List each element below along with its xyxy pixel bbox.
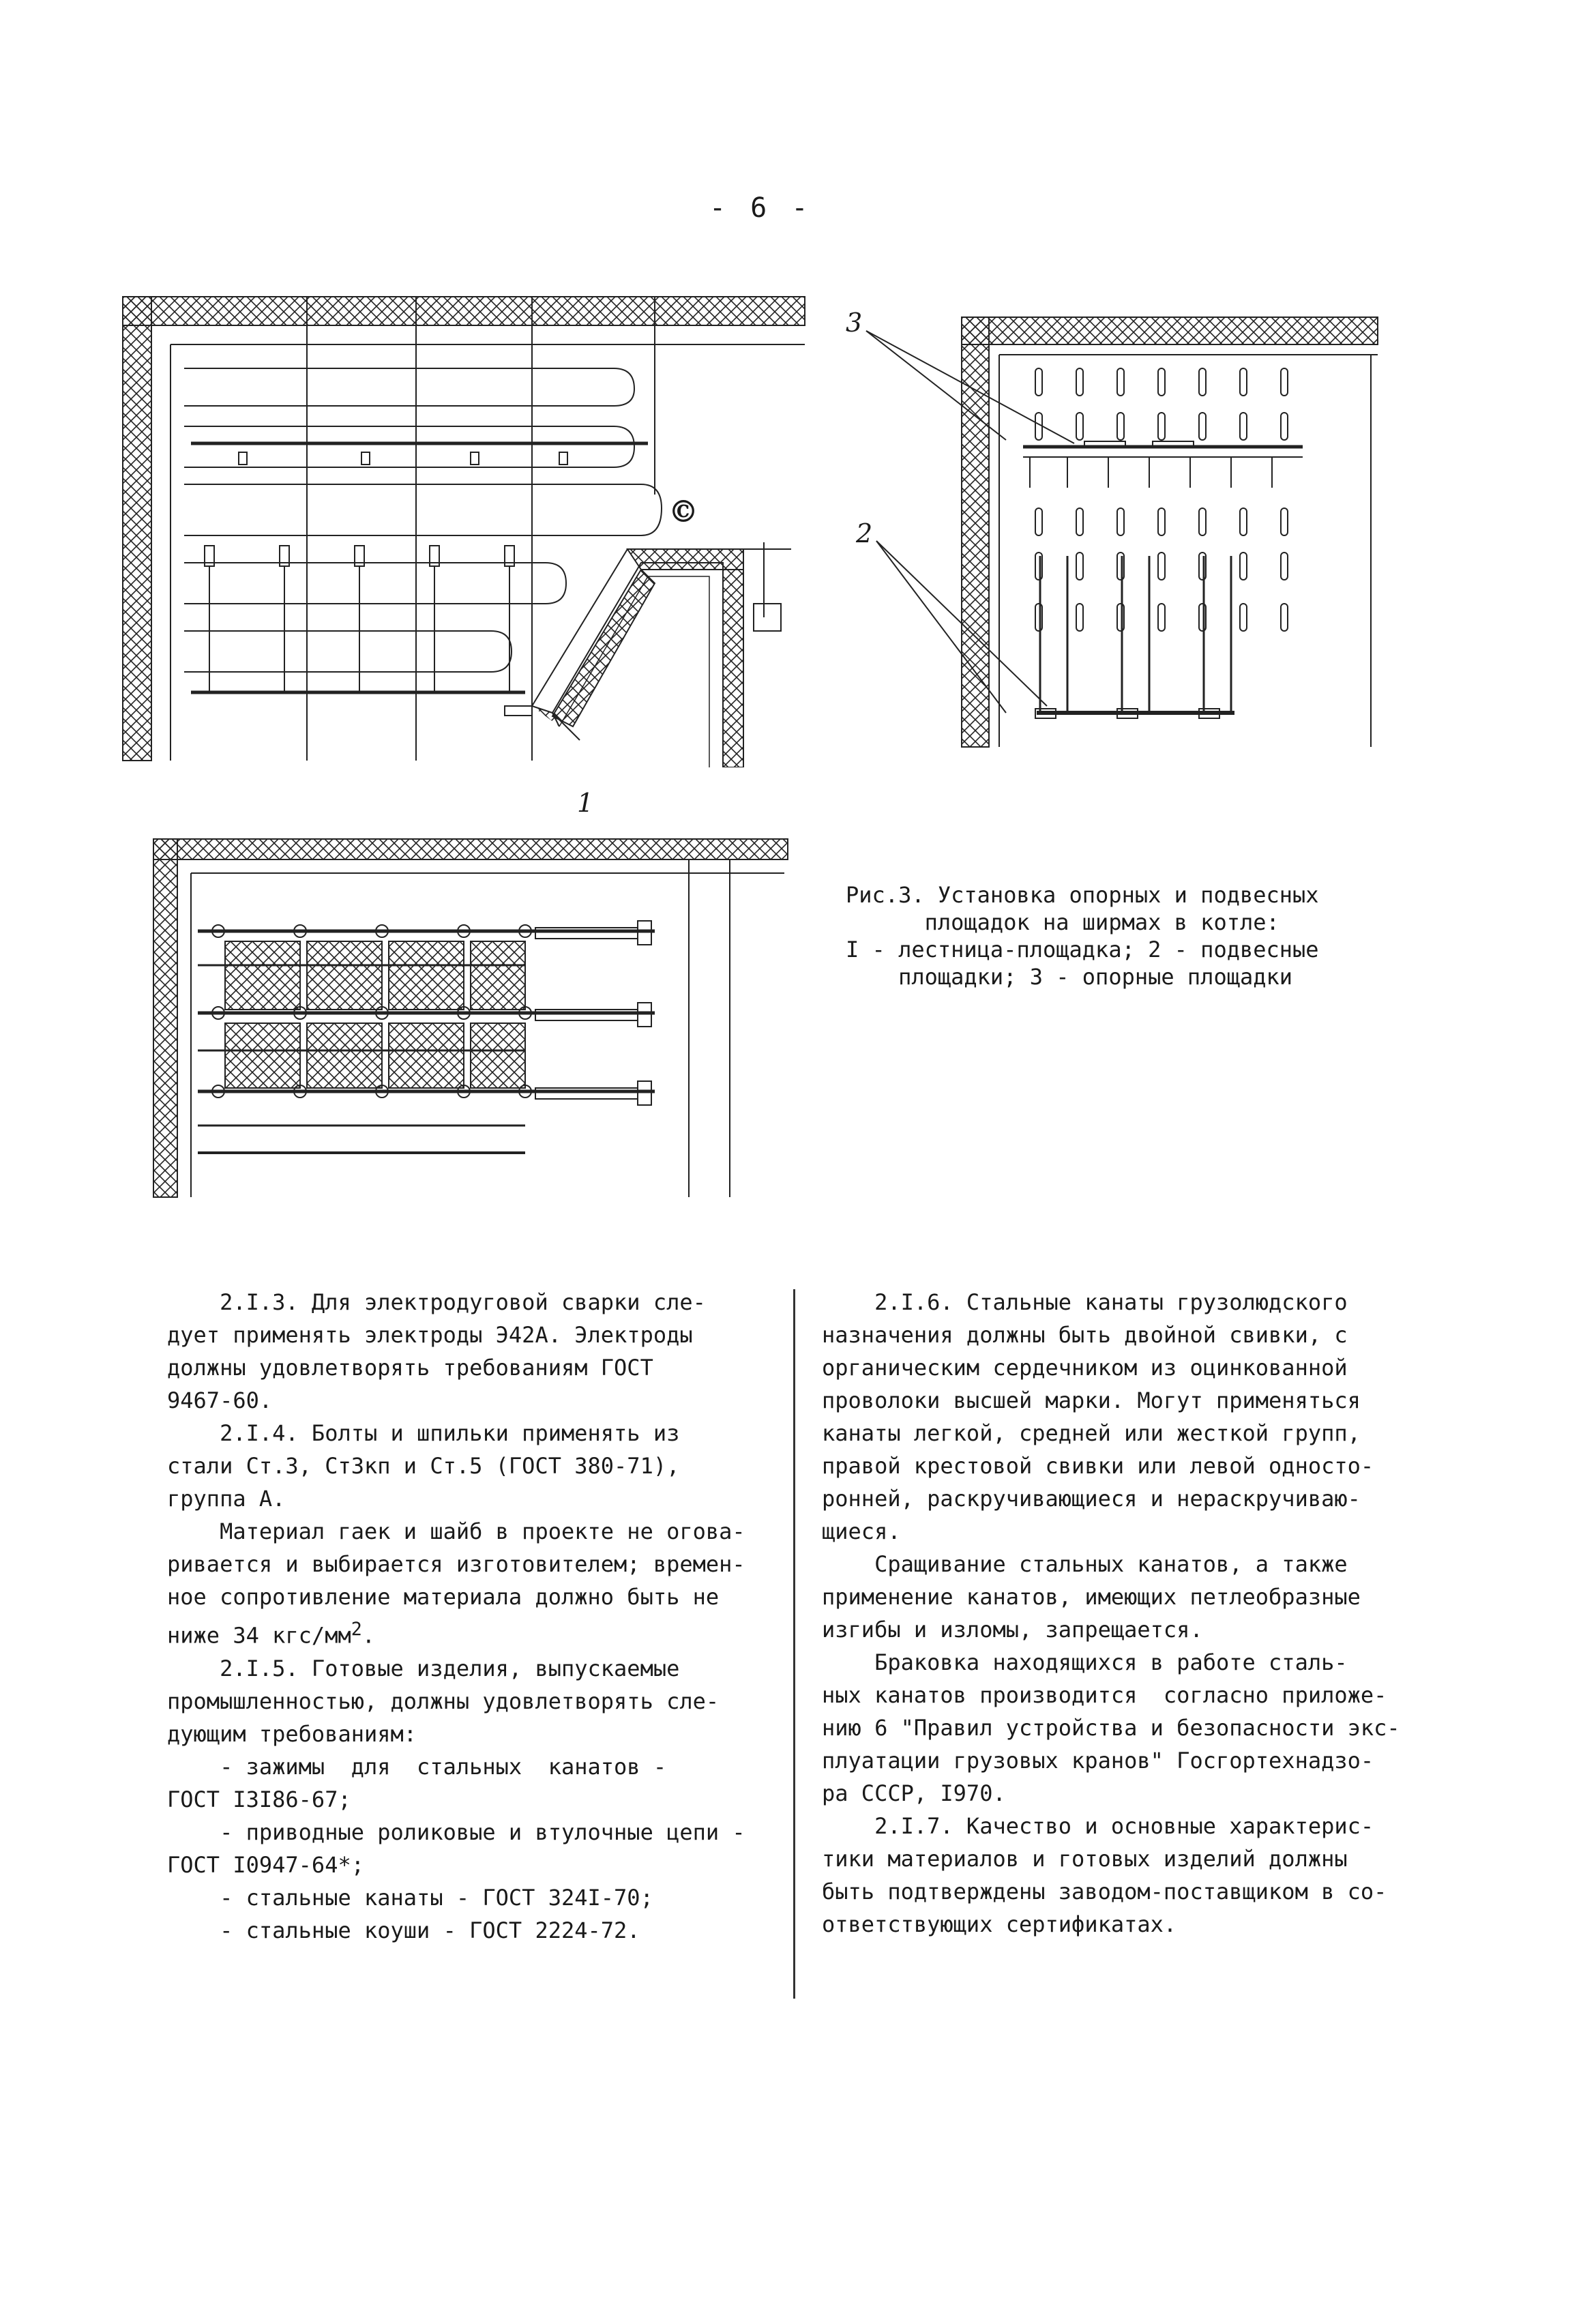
- text-line: тики материалов и готовых изделий должны: [822, 1846, 1348, 1872]
- text-line: 2.I.5. Готовые изделия, выпускаемые: [167, 1655, 680, 1681]
- text-line: группа А.: [167, 1486, 286, 1512]
- text-line: дующим требованиям:: [167, 1720, 417, 1747]
- text-line: назначения должны быть двойной свивки, с: [822, 1322, 1348, 1348]
- text-line: 2.I.7. Качество и основные характерис-: [822, 1813, 1374, 1839]
- paragraph-2-1-3: [167, 1286, 760, 1417]
- text-fragment: ниже 34 кгс/мм: [167, 1622, 351, 1649]
- figure-side-section: [109, 290, 812, 818]
- paragraph-rejection: [822, 1646, 1415, 1810]
- paragraph-2-1-6: [822, 1286, 1415, 1548]
- text-line: 2.I.3. Для электродуговой сварки сле-: [167, 1289, 706, 1315]
- text-line: ра СССР, I970.: [822, 1780, 1006, 1806]
- text-line: стали Ст.3, Ст3кп и Ст.5 (ГОСТ 380-71),: [167, 1453, 680, 1479]
- text-line: плуатации грузовых кранов" Госгортехнадзо-: [822, 1748, 1374, 1774]
- left-column: [167, 1286, 760, 1947]
- paragraph-2-1-4: [167, 1417, 760, 1515]
- callout-1: 1: [577, 788, 594, 818]
- caption-line: Рис.3. Установка опорных и подвесных: [846, 882, 1319, 908]
- paragraph-material: [167, 1515, 760, 1652]
- caption-line: площадки; 3 - опорные площадки: [846, 964, 1293, 990]
- figure-plan-section: [143, 832, 798, 1201]
- text-line: ответствующих сертификатах.: [822, 1911, 1177, 1937]
- text-line: щиеся.: [822, 1518, 901, 1544]
- text-line: дует применять электроды Э42А. Электроды: [167, 1322, 693, 1348]
- callout-2: 2: [856, 518, 873, 548]
- caption-line: I - лестница-площадка; 2 - подвесные: [846, 937, 1319, 962]
- list-item-line: ГОСТ I3I86-67;: [167, 1786, 351, 1812]
- plan-section-drawing: [143, 832, 798, 1201]
- page-number: - 6 -: [709, 192, 812, 224]
- paragraph-splicing: [822, 1548, 1415, 1646]
- text-line: нию 6 "Правил устройства и безопасности экс-: [822, 1715, 1400, 1741]
- text-line: промышленностью, должны удовлетворять сле-: [167, 1688, 720, 1714]
- text-fragment: .: [361, 1622, 376, 1649]
- right-column: [822, 1286, 1415, 1941]
- text-line: должны удовлетворять требованиям ГОСТ: [167, 1355, 653, 1381]
- text-line: Браковка находящихся в работе сталь-: [822, 1649, 1348, 1675]
- text-line: правой крестовой свивки или левой односто-: [822, 1453, 1374, 1479]
- list-item-line: - стальные коуши - ГОСТ 2224-72.: [167, 1917, 640, 1943]
- callout-leader-lines: [859, 310, 1091, 754]
- text-line: ривается и выбирается изготовителем; времен-: [167, 1551, 745, 1577]
- text-line: Сращивание стальных канатов, а также: [822, 1551, 1348, 1577]
- requirements-list: [167, 1750, 760, 1947]
- text-line: применение канатов, имеющих петлеобразные: [822, 1584, 1361, 1610]
- text-line: канаты легкой, средней или жесткой групп,: [822, 1420, 1361, 1446]
- caption-line: площадок на ширмах в котле:: [846, 909, 1279, 935]
- text-line: 2.I.6. Стальные канаты грузолюдского: [822, 1289, 1348, 1315]
- list-item-line: ГОСТ I0947-64*;: [167, 1851, 364, 1878]
- paragraph-2-1-5: [167, 1652, 760, 1750]
- figure-caption: [846, 881, 1432, 990]
- superscript: 2: [351, 1619, 362, 1640]
- text-line: ронней, раскручивающиеся и нераскручиваю-: [822, 1486, 1361, 1512]
- paragraph-2-1-7: [822, 1810, 1415, 1941]
- boiler-mark: ©: [668, 495, 698, 529]
- list-item-line: - приводные роликовые и втулочные цепи -: [167, 1819, 745, 1845]
- list-item-line: - зажимы для стальных канатов -: [167, 1753, 667, 1780]
- text-line: ное сопротивление материала должно быть не: [167, 1584, 720, 1610]
- column-divider: [793, 1289, 795, 1999]
- text-line: 9467-60.: [167, 1387, 273, 1413]
- text-line: изгибы и изломы, запрещается.: [822, 1617, 1203, 1643]
- text-line: органическим сердечником из оцинкованной: [822, 1355, 1348, 1381]
- figure-front-section: [846, 308, 1385, 754]
- text-line: Материал гаек и шайб в проекте не огова-: [167, 1518, 745, 1544]
- text-line: ных канатов производится согласно приложе-: [822, 1682, 1387, 1708]
- text-line: проволоки высшей марки. Могут применяться: [822, 1387, 1361, 1413]
- text-line: 2.I.4. Болты и шпильки применять из: [167, 1420, 680, 1446]
- text-line: [167, 1613, 760, 1652]
- callout-3: 3: [846, 308, 863, 338]
- side-section-drawing: [109, 290, 812, 767]
- text-line: быть подтверждены заводом-поставщиком в со-: [822, 1879, 1387, 1904]
- list-item-line: - стальные канаты - ГОСТ 324I-70;: [167, 1884, 653, 1911]
